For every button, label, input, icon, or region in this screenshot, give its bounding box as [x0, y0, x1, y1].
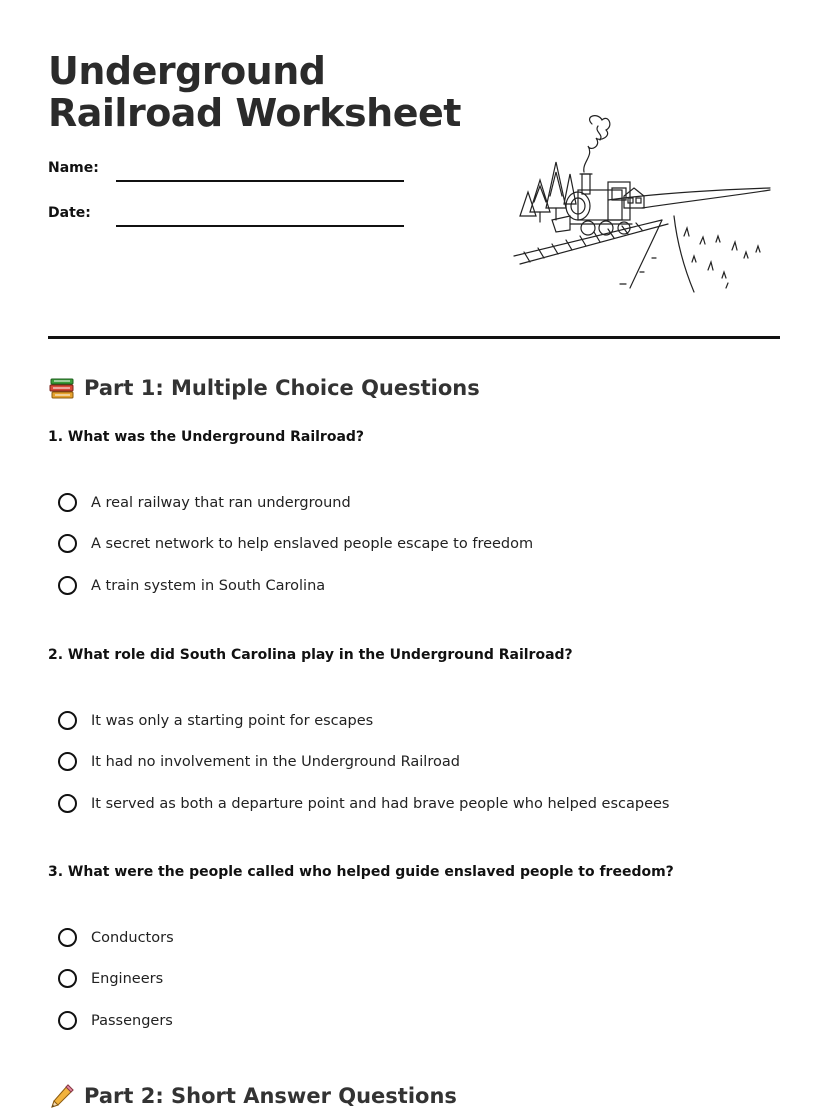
radio-button[interactable] — [58, 794, 77, 813]
option-label: It had no involvement in the Underground Railroad — [91, 753, 460, 770]
question-1-option-3[interactable] — [58, 576, 325, 595]
part1-title: Part 1: Multiple Choice Questions — [84, 376, 480, 400]
question-3-option-2[interactable] — [58, 969, 163, 988]
section-divider — [48, 336, 780, 339]
question-3-option-3[interactable] — [58, 1011, 173, 1030]
radio-button[interactable] — [58, 493, 77, 512]
question-1-option-1[interactable] — [58, 493, 351, 512]
question-2-option-1[interactable] — [58, 711, 373, 730]
question-3: 3. What were the people called who helped guide enslaved people to freedom? — [48, 864, 674, 880]
radio-button[interactable] — [58, 752, 77, 771]
question-1-option-2[interactable] — [58, 534, 533, 553]
part2-heading — [48, 1082, 457, 1110]
part2-title: Part 2: Short Answer Questions — [84, 1084, 457, 1108]
radio-button[interactable] — [58, 534, 77, 553]
option-label: A train system in South Carolina — [91, 577, 326, 594]
option-label: Passengers — [91, 1012, 173, 1029]
pencil-icon — [48, 1082, 76, 1110]
steam-train-illustration-icon — [512, 112, 774, 298]
books-icon — [48, 374, 76, 402]
question-3-option-1[interactable] — [58, 928, 174, 947]
date-field[interactable] — [116, 225, 404, 227]
date-label: Date: — [48, 205, 91, 221]
option-label: It served as both a departure point and had brave people who helped escapees — [91, 795, 670, 812]
radio-button[interactable] — [58, 969, 77, 988]
question-2-option-3[interactable] — [58, 794, 669, 813]
worksheet-title: Underground Railroad Worksheet — [48, 49, 461, 135]
radio-button[interactable] — [58, 1011, 77, 1030]
name-label: Name: — [48, 160, 99, 176]
option-label: It was only a starting point for escapes — [91, 712, 374, 729]
option-label: Conductors — [91, 929, 174, 946]
option-label: Engineers — [91, 970, 164, 987]
radio-button[interactable] — [58, 711, 77, 730]
name-field[interactable] — [116, 180, 404, 182]
part1-heading — [48, 374, 480, 402]
radio-button[interactable] — [58, 576, 77, 595]
question-1: 1. What was the Underground Railroad? — [48, 429, 365, 445]
question-2: 2. What role did South Carolina play in the Underground Railroad? — [48, 647, 573, 663]
question-2-option-2[interactable] — [58, 752, 460, 771]
option-label: A secret network to help enslaved people escape to freedom — [91, 535, 534, 552]
radio-button[interactable] — [58, 928, 77, 947]
option-label: A real railway that ran underground — [91, 494, 351, 511]
